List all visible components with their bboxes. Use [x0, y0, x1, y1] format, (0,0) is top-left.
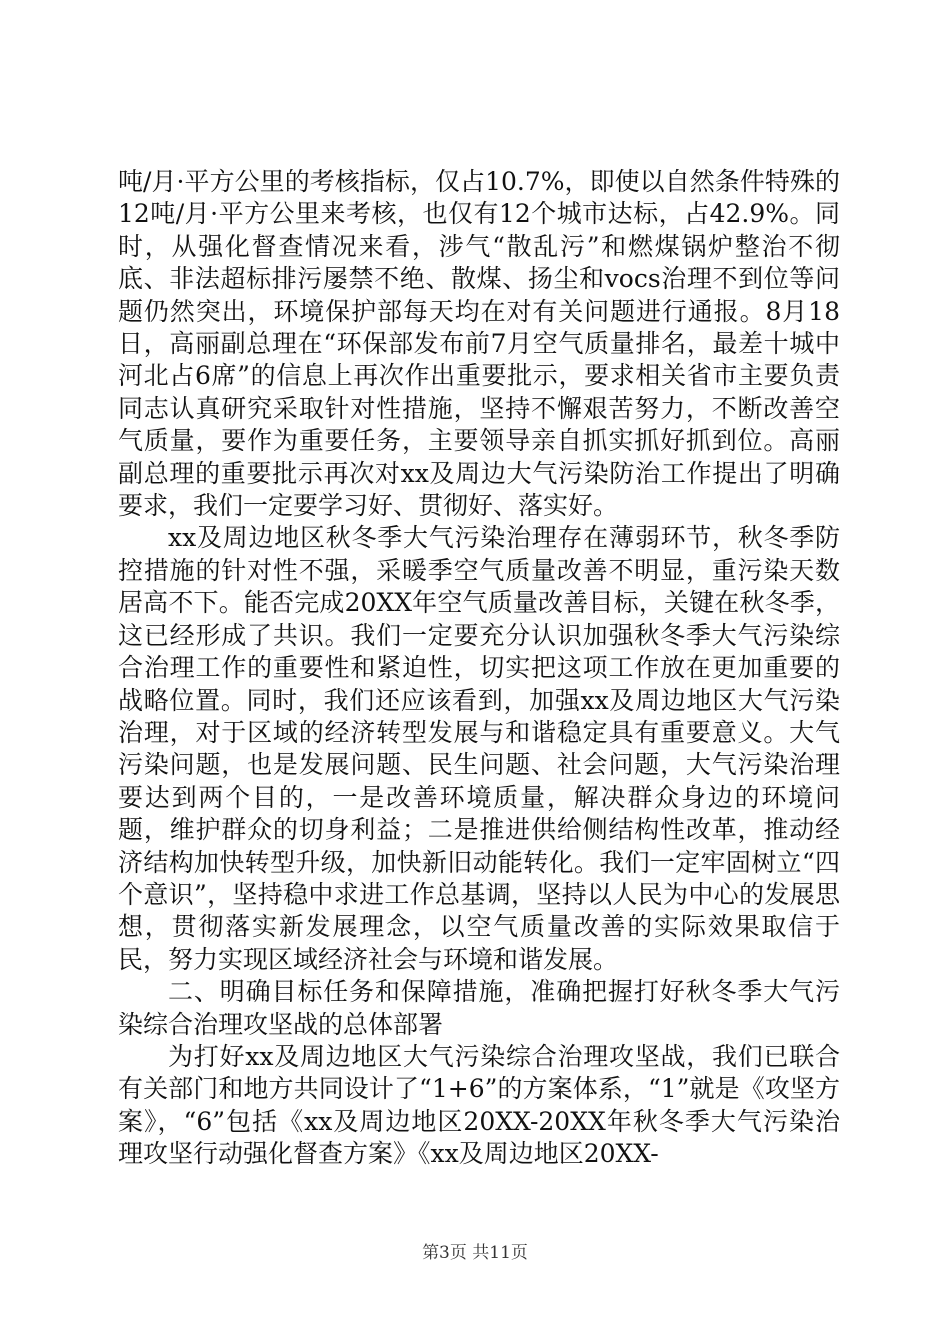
paragraph-plan: 为打好xx及周边地区大气污染综合治理攻坚战，我们已联合有关部门和地方共同设计了“1+6”的方案体系，“1”就是《攻坚方案》，“6”包括《xx及周边地区20XX-20XX年秋冬季大气污染治理攻坚行动强化督查方案》《xx及周边地区20XX-	[118, 1041, 840, 1169]
paragraph-continuation: 吨/月·平方公里的考核指标，仅占10.7%，即使以自然条件特殊的12吨/月·平方公里来考核，也仅有12个城市达标，占42.9%。同时，从强化督查情况来看，涉气“散乱污”和燃煤锅炉整治不彻底、非法超标排污屡禁不绝、散煤、扬尘和vocs治理不到位等问题仍然突出，环境保护部每天均在对有关问题进行通报。8月18日，高丽副总理在“环保部发布前7月空气质量排名，最差十城中河北占6席”的信息上再次作出重要批示，要求相关省市主要负责同志认真研究采取针对性措施，坚持不懈艰苦努力，不断改善空气质量，要作为重要任务，主要领导亲自抓实抓好抓到位。高丽副总理的重要批示再次对xx及周边大气污染防治工作提出了明确要求，我们一定要学习好、贯彻好、落实好。	[118, 167, 840, 521]
section-heading: 二、明确目标任务和保障措施，准确把握打好秋冬季大气污染综合治理攻坚战的总体部署	[118, 977, 840, 1039]
paragraph-importance: xx及周边地区秋冬季大气污染治理存在薄弱环节，秋冬季防控措施的针对性不强，采暖季空气质量改善不明显，重污染天数居高不下。能否完成20XX年空气质量改善目标，关键在秋冬季，这已经形成了共识。我们一定要充分认识加强秋冬季大气污染综合治理工作的重要性和紧迫性，切实把这项工作放在更加重要的战略位置。同时，我们还应该看到，加强xx及周边地区大气污染治理，对于区域的经济转型发展与和谐稳定具有重要意义。大气污染问题，也是发展问题、民生问题、社会问题，大气污染治理要达到两个目的，一是改善环境质量，解决群众身边的环境问题，维护群众的切身利益；二是推进供给侧结构性改革，推动经济结构加快转型升级，加快新旧动能转化。我们一定牢固树立“四个意识”，坚持稳中求进工作总基调，坚持以人民为中心的发展思想，贯彻落实新发展理念，以空气质量改善的实际效果取信于民，努力实现区域经济社会与环境和谐发展。	[118, 523, 840, 974]
page-footer: 第3页 共11页	[422, 1243, 528, 1263]
body-text	[118, 166, 840, 1171]
